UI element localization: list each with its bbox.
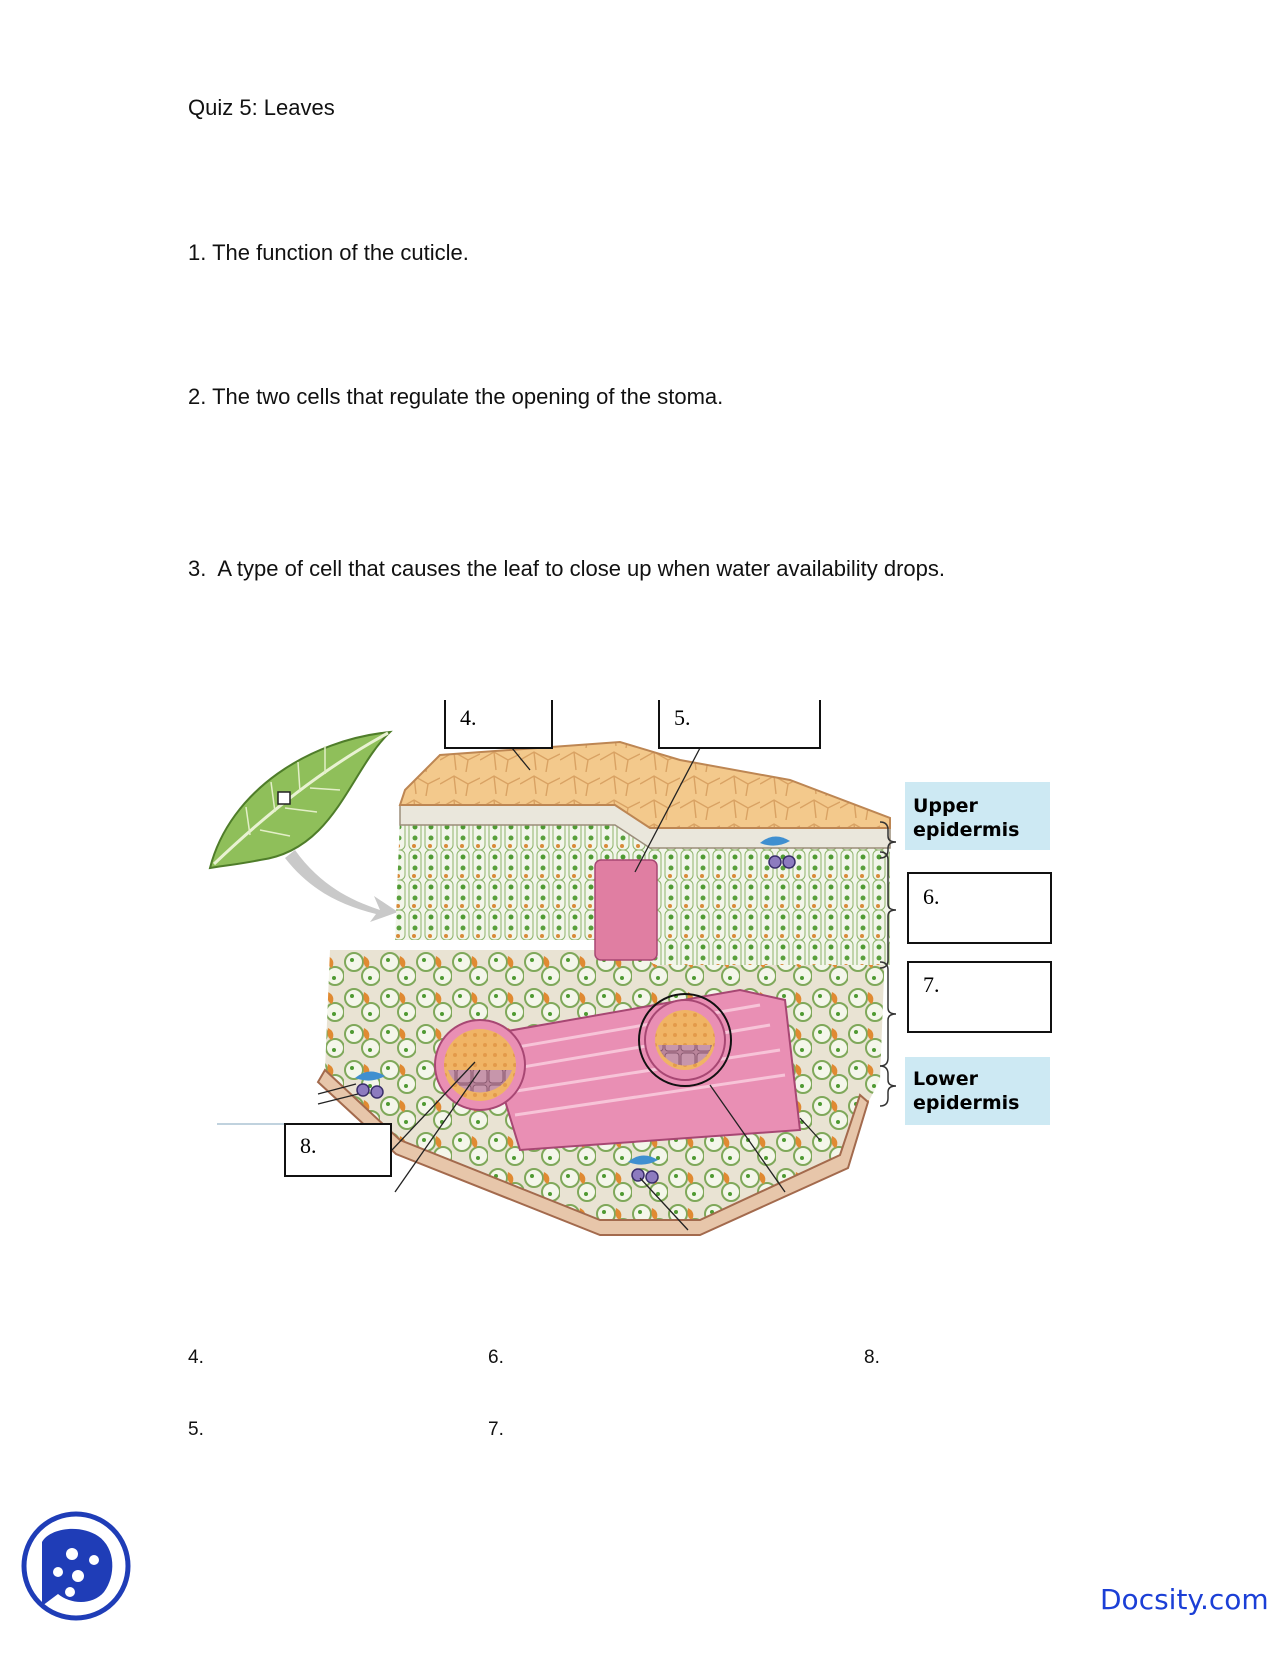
svg-text:6.: 6. [923,884,940,909]
label-box-8 [285,1124,391,1176]
svg-text:7.: 7. [923,972,940,997]
svg-text:Upper: Upper [913,795,978,817]
svg-text:epidermis: epidermis [913,819,1020,841]
docsity-link[interactable]: Docsity.com [1100,1583,1269,1616]
svg-text:epidermis: epidermis [913,1092,1020,1114]
leaf-tissue-block [318,742,890,1235]
docsity-logo-icon [20,1510,132,1622]
svg-text:8.: 8. [300,1133,317,1158]
zoom-arrow [285,850,398,922]
svg-text:5.: 5. [674,705,691,730]
label-box-6 [908,873,1051,943]
answer-5: 5. [188,1419,204,1440]
label-box-4 [445,700,552,748]
leaf-cross-section-diagram [200,700,1120,1320]
answer-8: 8. [864,1347,880,1368]
question-1: 1. The function of the cuticle. [188,240,469,265]
quiz-title: Quiz 5: Leaves [188,95,335,120]
answer-6: 6. [488,1347,504,1368]
label-box-5 [659,700,820,748]
vein-cross-section-small [639,994,731,1086]
answer-4: 4. [188,1347,204,1368]
svg-text:4.: 4. [460,705,477,730]
vein-cross-section-large [435,1020,525,1110]
svg-text:Lower: Lower [913,1068,978,1090]
label-box-7 [908,962,1051,1032]
leaf-icon [210,732,390,868]
question-3: 3. A type of cell that causes the leaf to close up when water availability drops. [188,556,945,581]
upper-epidermis-label [905,782,1050,850]
lower-epidermis-label [905,1057,1050,1125]
answer-7: 7. [488,1419,504,1440]
question-2: 2. The two cells that regulate the opening of the stoma. [188,384,724,409]
